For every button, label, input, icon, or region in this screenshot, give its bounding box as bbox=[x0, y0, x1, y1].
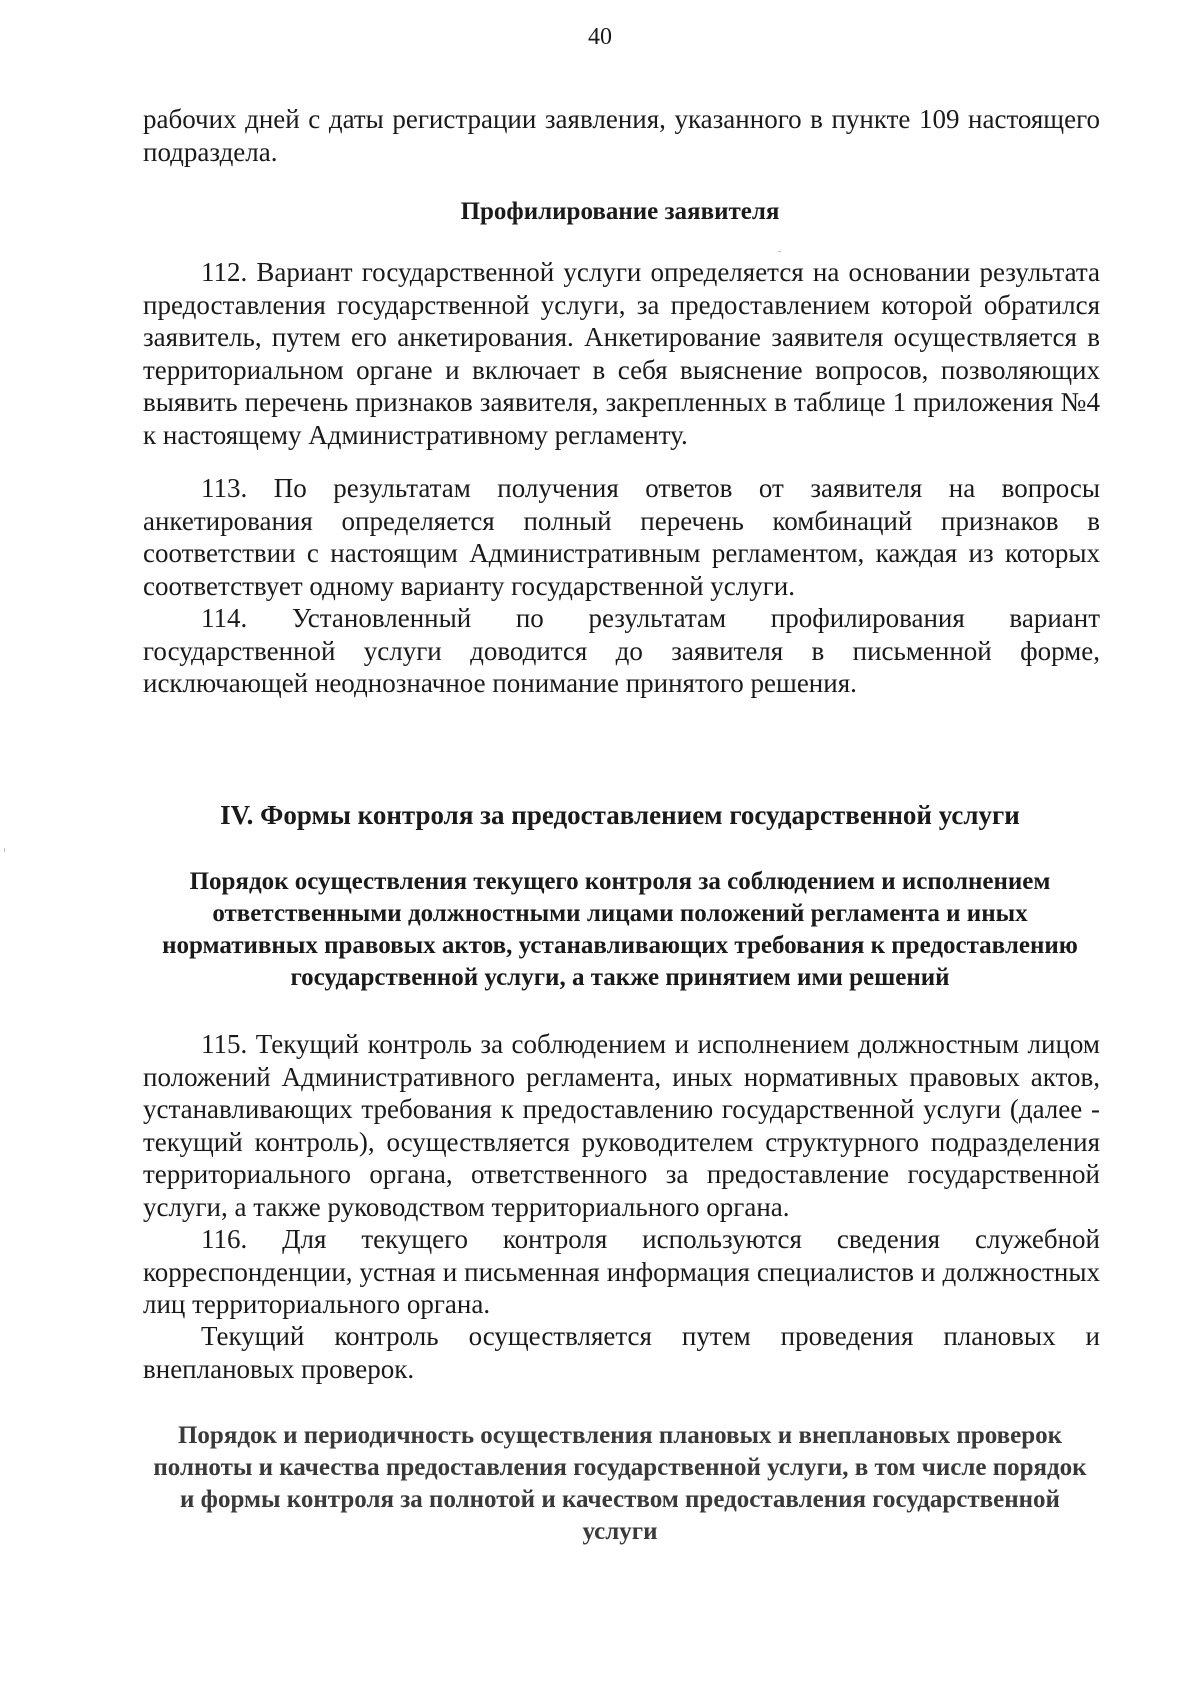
paragraph-text: 113. По результатам получения ответов от заявителя на вопросы анкетирования определяется полный перечень комбинаций признаков в соответствии с настоящим Административным регламентом, каждая из которых соответствует одному варианту государственной услуги. bbox=[143, 473, 1100, 601]
paragraph-text: Текущий контроль осуществляется путем проведения плановых и внеплановых проверок. bbox=[143, 1321, 1100, 1384]
paragraph-114 bbox=[143, 602, 1100, 700]
paragraph-text: рабочих дней с даты регистрации заявления, указанного в пункте 109 настоящего подраздела. bbox=[143, 104, 1100, 167]
scan-speck bbox=[4, 848, 5, 852]
paragraph-116 bbox=[143, 1223, 1100, 1321]
heading-section-4: IV. Формы контроля за предоставлением государственной услуги bbox=[220, 800, 1020, 830]
paragraph-113 bbox=[143, 472, 1100, 602]
paragraph-text: 115. Текущий контроль за соблюдением и исполнением должностным лицом положений Административного регламента, иных нормативных правовых актов, устанавливающих требования к предоставлению государственной услуги (далее - текущий контроль), осуществляется руководителем структурного подразделения территориального органа, ответственного за предоставление государственной услуги, а также руководством территориального органа. bbox=[143, 1029, 1100, 1222]
heading-profiling: Профилирование заявителя bbox=[460, 198, 780, 225]
paragraph-112 bbox=[143, 256, 1100, 451]
heading-current-control: Порядок осуществления текущего контроля за соблюдением и исполнением ответственными должностными лицами положений регламента и иных нормативных правовых актов, устанавливающих требования к предоставлению государственной услуги, а также принятием ими решений bbox=[162, 868, 1078, 991]
paragraph-continuation bbox=[143, 103, 1100, 168]
page-number: 40 bbox=[588, 24, 612, 50]
paragraph-current-control-method bbox=[143, 1320, 1100, 1385]
paragraph-text: 112. Вариант государственной услуги определяется на основании результата предоставления государственной услуги, за предоставлением которой обратился заявитель, путем его анкетирования. Анкетирование заявителя осуществляется в территориальном органе и включает в себя выяснение вопросов, позволяющих выявить перечень признаков заявителя, закрепленных в таблице 1 приложения №4 к настоящему Административному регламенту. bbox=[143, 257, 1100, 450]
heading-inspections: Порядок и периодичность осуществления плановых и внеплановых проверок полноты и качества предоставления государственной услуги, в том числе порядок и формы контроля за полнотой и качеством предоставления государственной услуги bbox=[153, 1422, 1087, 1545]
scan-speck bbox=[778, 251, 781, 252]
paragraph-115 bbox=[143, 1028, 1100, 1223]
paragraph-text: 116. Для текущего контроля используются сведения служебной корреспонденции, устная и письменная информация специалистов и должностных лиц территориального органа. bbox=[143, 1224, 1100, 1319]
paragraph-text: 114. Установленный по результатам профилирования вариант государственной услуги доводится до заявителя в письменной форме, исключающей неоднозначное понимание принятого решения. bbox=[143, 603, 1100, 698]
